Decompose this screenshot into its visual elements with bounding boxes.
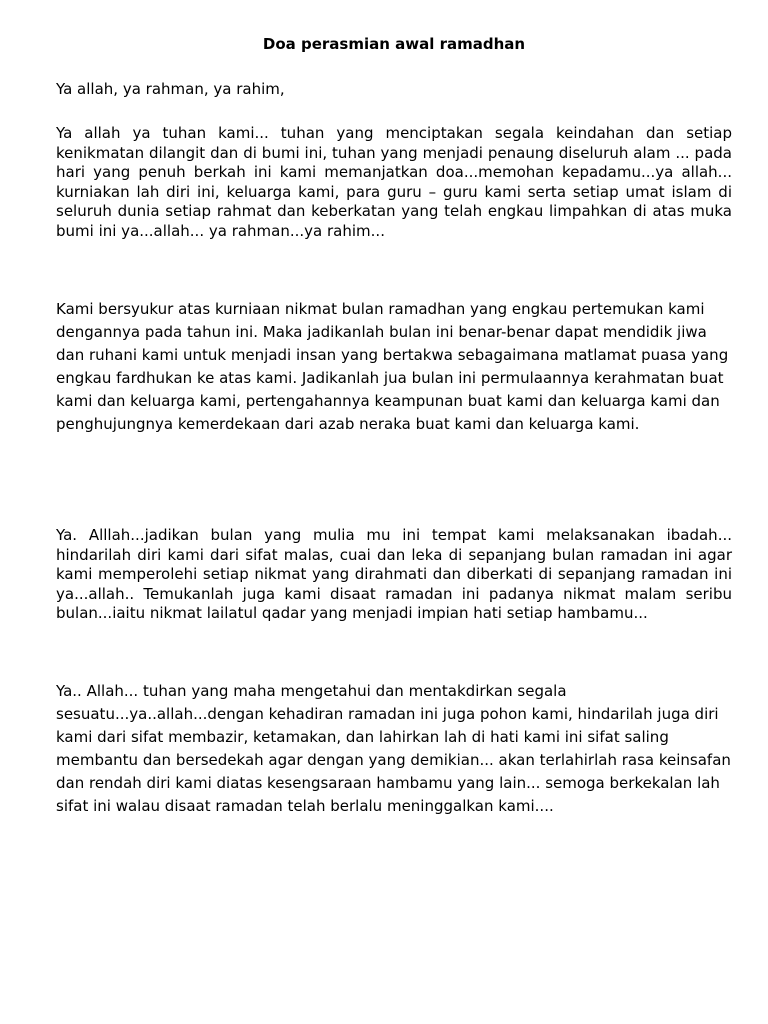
paragraph-opening-prayer: Ya allah ya tuhan kami... tuhan yang menciptakan segala keindahan dan setiap kenikmatan dilangit dan di bumi ini, tuhan yang menjadi penaung diseluruh alam ... pada hari yang penuh berkah ini kami memanjatkan doa...memohan kepadamu...ya allah... kurniakan lah diri ini, keluarga kami, para guru – guru kami serta setiap umat islam di seluruh dunia setiap rahmat dan keberkatan yang telah engkau limpahkan di atas muka bumi ini ya...allah... ya rahman...ya rahim... <box>56 124 732 240</box>
paragraph-worship-request: Ya. Alllah...jadikan bulan yang mulia mu ini tempat kami melaksanakan ibadah... hindarilah diri kami dari sifat malas, cuai dan leka di sepanjang bulan ramadan ini agar kami memperolehi setiap nikmat yang dirahmati dan diberkati di sepanjang ramadan ini ya...allah.. Temukanlah juga kami disaat ramadan ini padanya nikmat malam seribu bulan...iaitu nikmat lailatul qadar yang menjadi impian hati setiap hambamu... <box>56 526 732 622</box>
document-title: Doa perasmian awal ramadhan <box>262 35 526 53</box>
paragraph-gratitude: Kami bersyukur atas kurniaan nikmat bulan ramadhan yang engkau pertemukan kami dengannya pada tahun ini. Maka jadikanlah bulan ini benar-benar dapat mendidik jiwa dan ruhani kami untuk menjadi insan yang bertakwa sebagaimana matlamat puasa yang engkau fardhukan ke atas kami. Jadikanlah jua bulan ini permulaannya kerahmatan buat kami dan keluarga kami, pertengahannya keampunan buat kami dan keluarga kami dan penghujungnya kemerdekaan dari azab neraka buat kami dan keluarga kami. <box>56 300 729 433</box>
greeting-line: Ya allah, ya rahman, ya rahim, <box>56 80 285 98</box>
paragraph-closing-prayer: Ya.. Allah... tuhan yang maha mengetahui dan mentakdirkan segala sesuatu...ya..allah...dengan kehadiran ramadan ini juga pohon kami, hindarilah juga diri kami dari sifat membazir, ketamakan, dan lahirkan lah di hati kami ini sifat saling membantu dan bersedekah agar dengan yang demikian... akan terlahirlah rasa keinsafan dan rendah diri kami diatas kesengsaraan hambamu yang lain... semoga berkekalan lah sifat ini walau disaat ramadan telah berlalu meninggalkan kami.... <box>56 682 731 815</box>
